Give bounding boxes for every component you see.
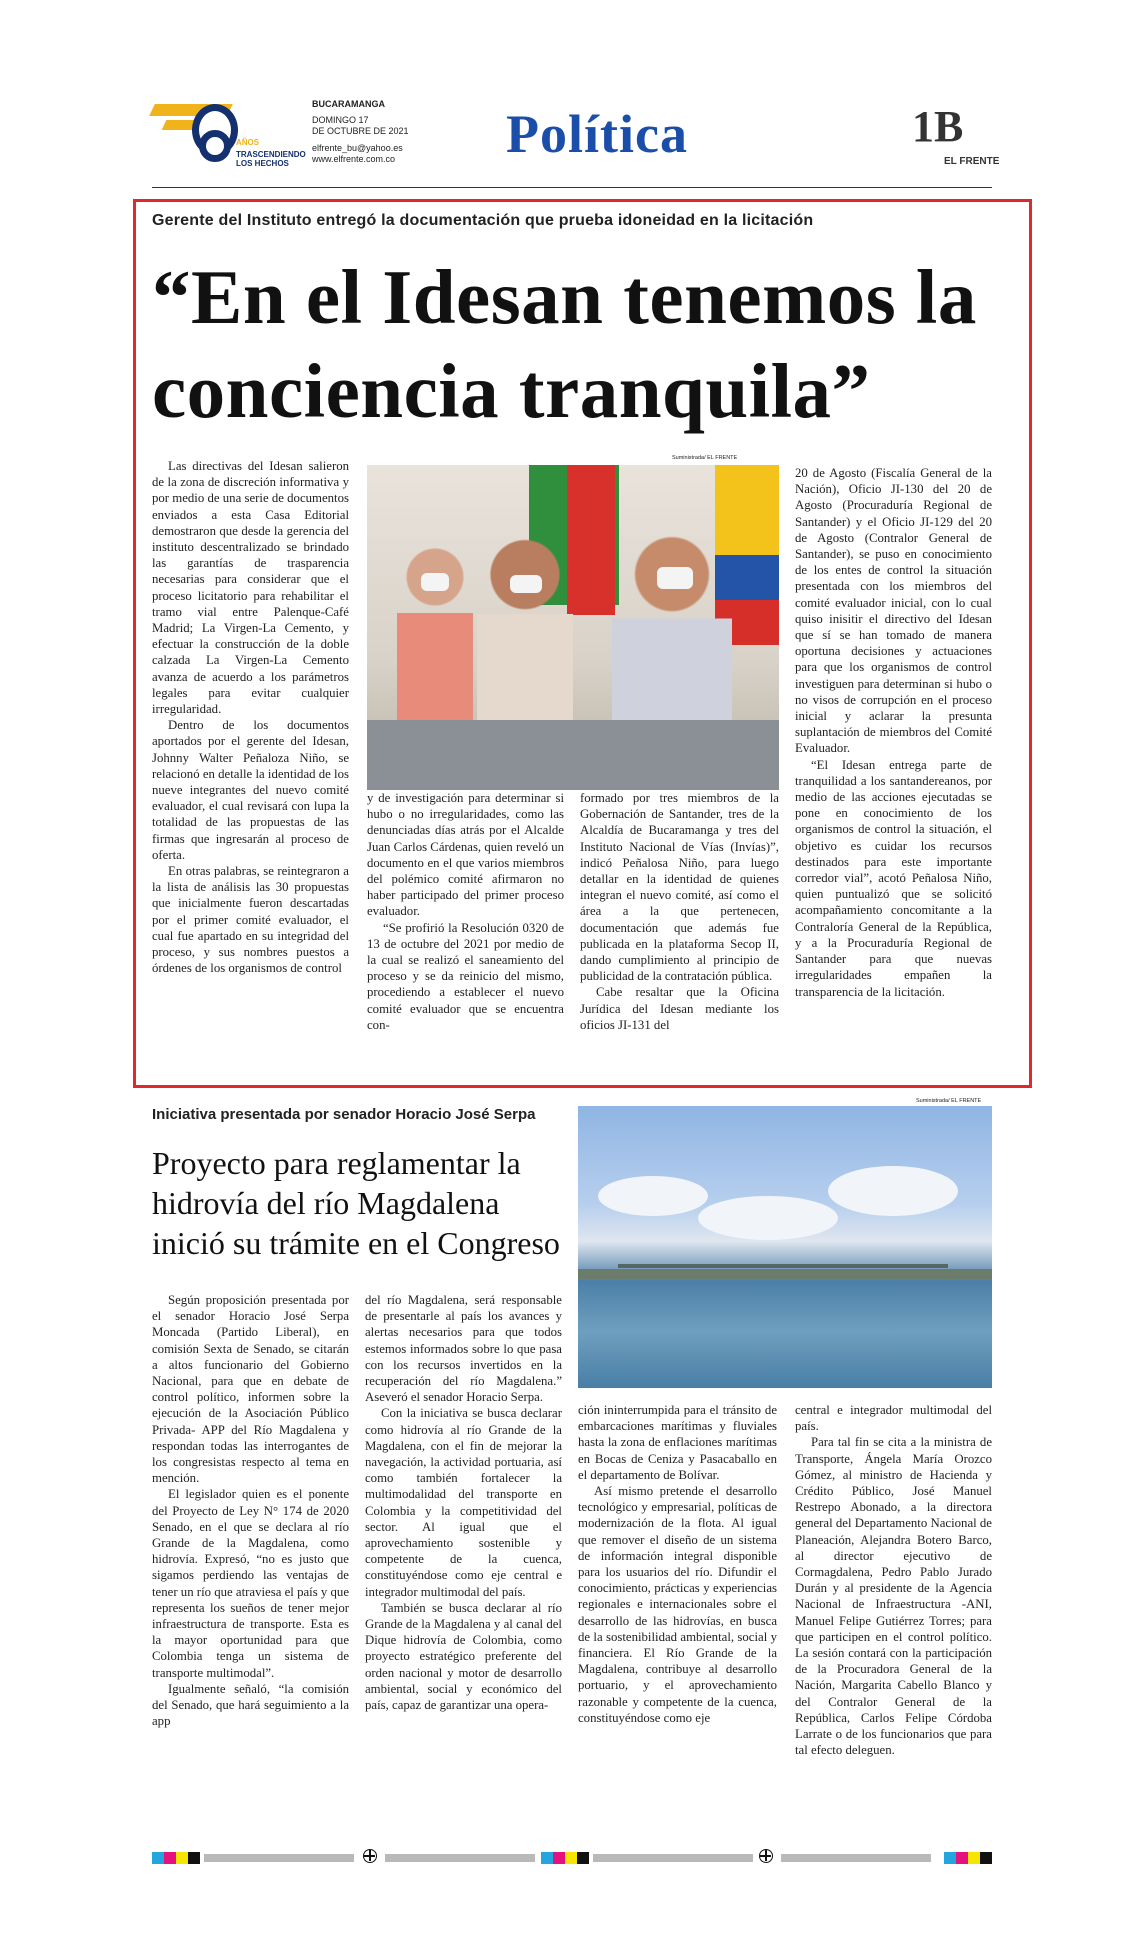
paragraph: Dentro de los documentos aportados por el gerente del Idesan, Johnny Walter Peñaloza Niño, se relacionó en detalle la identidad de los nueve integrantes del nuevo comité evaluador, el cual revisará con lupa la totalidad de las propuestas de las firmas que ingresarán al proceso de oferta. — [152, 718, 349, 862]
logo-slogan-line: TRASCENDIENDO — [236, 150, 306, 159]
grey-bar — [593, 1854, 753, 1862]
meeting-table — [367, 720, 779, 790]
article1-column-1 — [152, 458, 349, 977]
section-title: Política — [506, 104, 688, 164]
paragraph: Con la iniciativa se busca declarar como hidrovía al río Grande de la Magdalena, con el fin de mejorar la navegación, la actividad portuaria, así como también fortalecer la multimodalidad del transporte en Colombia y la competitividad del sector. Al igual que el aprovechamiento sostenible y competente de la cuenca, constituyéndose como eje central e integrador multimodal del país. — [365, 1406, 562, 1599]
paragraph: El legislador quien es el ponente del Proyecto de Ley N° 174 de 2020 Senado, en el que se declara al río Grande de la Magdalena, como hidrovía. Expresó, “no es justo que sigamos perdiendo las ventajas de tener un río que atraviesa el país y que representa los sueños de tener mejor infraestructura de transporte. Esta es la mayor oportunidad para que Colombia tenga un sistema de transporte multimodal”. — [152, 1487, 349, 1680]
article2-column-3 — [578, 1402, 777, 1726]
dateline-date: DE OCTUBRE DE 2021 — [312, 126, 409, 136]
paragraph: “Se profirió la Resolución 0320 de 13 de octubre del 2021 por medio de la cual se realizó el saneamiento del proceso y se da reinicio del mismo, procediendo a establecer el nuevo comité evaluador que se encuentra con- — [367, 920, 564, 1032]
paragraph: ción ininterrumpida para el tránsito de embarcaciones marítimas y fluviales hasta la zona de enflaciones marítimas en Bocas de Ceniza y Pasacaballo en el departamento de Bolívar. — [578, 1403, 777, 1482]
river-bridge-photo — [578, 1106, 992, 1388]
flag-shape — [567, 465, 615, 615]
paragraph: Las directivas del Idesan salieron de la zona de discreción informativa y por medio de una serie de documentos enviados a esta Casa Editorial demostraron que desde la gerencia del instituto descentralizado se brindado las garantías de trasparencia necesarias para considerar que el proceso licitatorio para rehabilitar el tramo vial entre Palenque-Café Madrid; La Virgen-La Cemento, y efectuar la construcción de la doble calzada La Virgen-La Cemento avanza de acuerdo a los parámetros legales para evitar cualquier irregularidad. — [152, 459, 349, 717]
dateline-day: DOMINGO 17 — [312, 115, 369, 125]
paragraph: También se busca declarar al río Grande de la Magdalena y al canal del Dique hidrovía de Colombia, como proyecto estratégico preferente del orden nacional y motor de desarrollo ambiental, social y económico del país, capaz de garantizar una opera- — [365, 1600, 562, 1713]
paragraph: “El Idesan entrega parte de tranquilidad a los santandereanos, por medio de las acciones ejecutadas se pone en conocimiento de los organismos de control la situación, el objetivo es cuidar los recursos destinados para este importante corredor vial”, acotó Peñalosa Niño, quien puntualizó que se solicitó acompañamiento concomitante a la Contraloría General de la República, y a la Procuraduría Regional de Santander para que nuevas irregularidades empañen la transparencia de la licitación. — [795, 757, 992, 999]
meeting-photo — [367, 465, 779, 790]
paragraph: y de investigación para determinar si hubo o no irregularidades, como las denunciadas días atrás por el Alcalde Juan Carlos Cárdenas, quien reveló un documento en el que varios miembros del polémico comité afirmaron no haber participado del primer proceso evaluador. — [367, 791, 564, 919]
dateline — [312, 99, 409, 165]
paragraph: Para tal fin se cita a la ministra de Transporte, Ángela María Orozco Gómez, al ministro de Hacienda y Crédito Público, José Manuel Restrepo Abonado, a la directora general del Departamento Nacional de Planeación, Alejandra Botero Barco, al director ejecutivo de Cormagdalena, Pedro Pablo Jurado Durán y al presidente de la Agencia Nacional de Infraestructura -ANI, Manuel Felipe Gutiérrez Torres; para que participen en el control político. La sesión contará con la participación de la Procuradora General de la Nación, Margarita Cabello Blanco y del Contralor General de la República, Carlos Felipe Córdoba Larrate o de los funcionarios que para tal efecto deleguen. — [795, 1435, 992, 1758]
article2-column-1 — [152, 1292, 349, 1729]
registration-mark-icon — [759, 1849, 773, 1863]
face-mask — [510, 575, 542, 593]
photo-credit: Suministrada/ EL FRENTE — [672, 455, 738, 461]
yellow-swatch — [968, 1852, 980, 1864]
logo-slogan-line: LOS HECHOS — [236, 159, 289, 168]
cyan-swatch — [944, 1852, 956, 1864]
bridge-shape — [618, 1264, 948, 1268]
dateline-city: BUCARAMANGA — [312, 99, 385, 109]
paragraph: del río Magdalena, será responsable de presentarle al país los avances y alertas necesarios para que todos estemos informados sobre lo que pasa con los recursos invertidos en la recuperación del río Magdalena.” Aseveró el senador Horacio Serpa. — [365, 1293, 562, 1405]
cloud-shape — [828, 1166, 958, 1216]
shoreline-shape — [578, 1269, 992, 1279]
paragraph: En otras palabras, se reintegraron a la lista de análisis las 30 propuestas que inicialmente fueron descartadas por el primer comité evaluador, el cual fue apartado en su integridad del proceso, y sus nombres puestos a órdenes de los organismos de control — [152, 864, 349, 976]
paragraph: Igualmente señaló, “la comisión del Senado, que hará seguimiento a la app — [152, 1681, 349, 1729]
face-mask — [657, 567, 693, 589]
photo-credit: Suministrada/ EL FRENTE — [916, 1098, 982, 1104]
grey-bar — [781, 1854, 931, 1862]
article2-column-2 — [365, 1292, 562, 1713]
cloud-shape — [698, 1196, 838, 1240]
article1-kicker: Gerente del Instituto entregó la documentación que prueba idoneidad en la licitación — [152, 212, 814, 229]
cyan-swatch — [152, 1852, 164, 1864]
contact-email[interactable]: elfrente_bu@yahoo.es — [312, 143, 403, 153]
paragraph: formado por tres miembros de la Gobernación de Santander, tres de la Alcaldía de Bucaramanga y tres del Instituto Nacional de Vías (Invías)”, indicó Peñalosa Niño, para luego detallar en la identidad de quienes integran el nuevo comité, así como el área a la que pertenecen, documentación que además fue publicada en la plataforma Secop II, dando cumplimiento al principio de publicidad de la contratación pública. — [580, 791, 779, 984]
yellow-swatch — [176, 1852, 188, 1864]
article1-column-4 — [795, 465, 992, 1000]
grey-bar — [385, 1854, 535, 1862]
page-brand: EL FRENTE — [944, 156, 1000, 167]
paragraph: Cabe resaltar que la Oficina Jurídica del Idesan mediante los oficios JI-131 del — [580, 985, 779, 1032]
black-swatch — [980, 1852, 992, 1864]
grey-bar — [204, 1854, 354, 1862]
logo-slogan — [236, 150, 306, 168]
article1-headline: “En el Idesan tenemos la conciencia tranquila” — [152, 254, 977, 434]
paragraph: Según proposición presentada por el senador Horacio José Serpa Moncada (Partido Liberal), en comisión Sexta de Senado, se citarán a altos funcionario del Gobierno Nacional, para que en debate de control político, informen sobre la ejecución de la Asociación Público Privada- APP del Río Magdalena y respondan todas las interrogantes de los congresistas respecto al tema en mención. — [152, 1293, 349, 1486]
article1-column-2 — [367, 790, 564, 1033]
registration-mark-icon — [363, 1849, 377, 1863]
logo-years-label: AÑOS — [236, 138, 260, 147]
yellow-swatch — [565, 1852, 577, 1864]
newspaper-logo — [152, 100, 306, 172]
article2-kicker: Iniciativa presentada por senador Horacio José Serpa — [152, 1106, 536, 1123]
face-mask — [421, 573, 449, 591]
black-swatch — [188, 1852, 200, 1864]
magenta-swatch — [553, 1852, 565, 1864]
masthead-divider — [152, 187, 992, 188]
magenta-swatch — [164, 1852, 176, 1864]
logo-number-icon — [199, 130, 231, 162]
magenta-swatch — [956, 1852, 968, 1864]
paragraph: Así mismo pretende el desarrollo tecnológico y empresarial, políticas de modernización de la flota. Al igual que remover el diseño de un sistema de información integral disponible para los usuarios del río. Difundir el conocimiento, prácticas y experiencias regionales e internacionales sobre el desarrollo de las hidrovías, en busca de la sostenibilidad ambiental, social y financiera. El Río Grande de la Magdalena, contribuye al desarrollo portuario, y el aprovechamiento razonable y competente de la cuenca, constituyéndose como eje — [578, 1484, 777, 1725]
paragraph: 20 de Agosto (Fiscalía General de la Nación), Oficio JI-130 del 20 de Agosto (Procuraduría Regional de Santander) y el Oficio JI-129 del 20 de Agosto (Contralor General de Santander), se puso en conocimiento de los entes de control la situación presentada con los miembros del comité evaluador inicial, con lo cual quiso inisitir el directivo del Idesan que sí se han tomado de manera oportuna decisiones y actuaciones para que los organismos de control investiguen para determinan si hubo o no visos de corrupción en el proceso inicial y aclarar la presunta suplantación de miembros del Comité Evaluador. — [795, 466, 992, 756]
paragraph: central e integrador multimodal del país. — [795, 1403, 992, 1434]
article2-column-4 — [795, 1402, 992, 1758]
cloud-shape — [598, 1176, 708, 1216]
article2-headline: Proyecto para reglamentar la hidrovía del río Magdalena inició su trámite en el Congreso — [152, 1145, 560, 1261]
article1-column-3 — [580, 790, 779, 1033]
website-link[interactable]: www.elfrente.com.co — [312, 154, 396, 164]
cyan-swatch — [541, 1852, 553, 1864]
black-swatch — [577, 1852, 589, 1864]
page-number: 1B — [912, 102, 964, 151]
